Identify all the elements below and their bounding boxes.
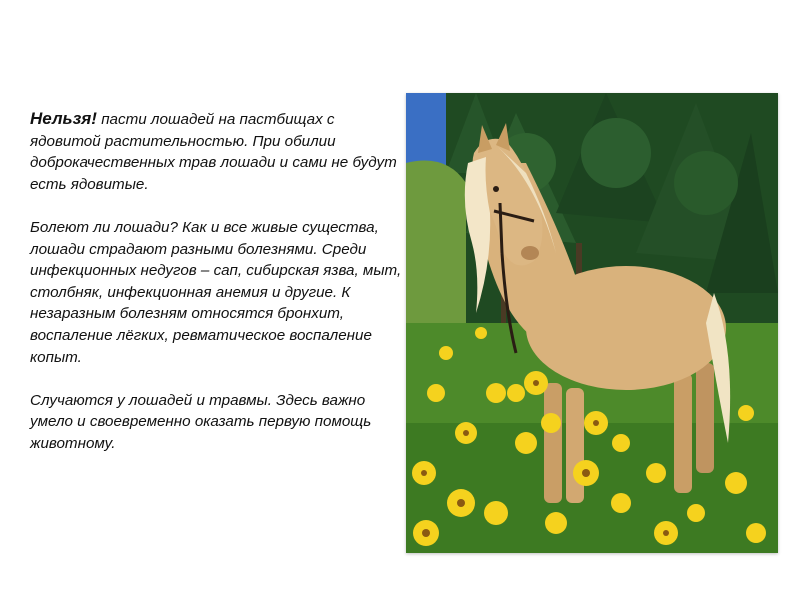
slide-text xyxy=(30,108,402,476)
horse-photo xyxy=(406,93,778,553)
paragraph-grazing-warning xyxy=(30,108,402,195)
paragraph-injuries: Случаются у лошадей и травмы. Здесь важно умело и своевременно оказать первую помощь животному. xyxy=(30,391,372,452)
paragraph-diseases: Болеют ли лошади? Как и все живые существа, лошади страдают разными болезнями. Среди инфекционных недугов – сап, сибирская язва, мыт, столбняк, инфекционная анемия и другие. К незаразным болезням относятся бронхит, воспаление лёгких, ревматическое воспаление копыт. xyxy=(30,218,402,366)
warning-lead: Нельзя! xyxy=(30,109,97,128)
horse-illustration xyxy=(406,93,778,553)
warning-text: пасти лошадей на пастбищах с ядовитой растительностью. При обилии доброкачественных трав лошади и сами не будут есть ядовитые. xyxy=(30,111,397,193)
